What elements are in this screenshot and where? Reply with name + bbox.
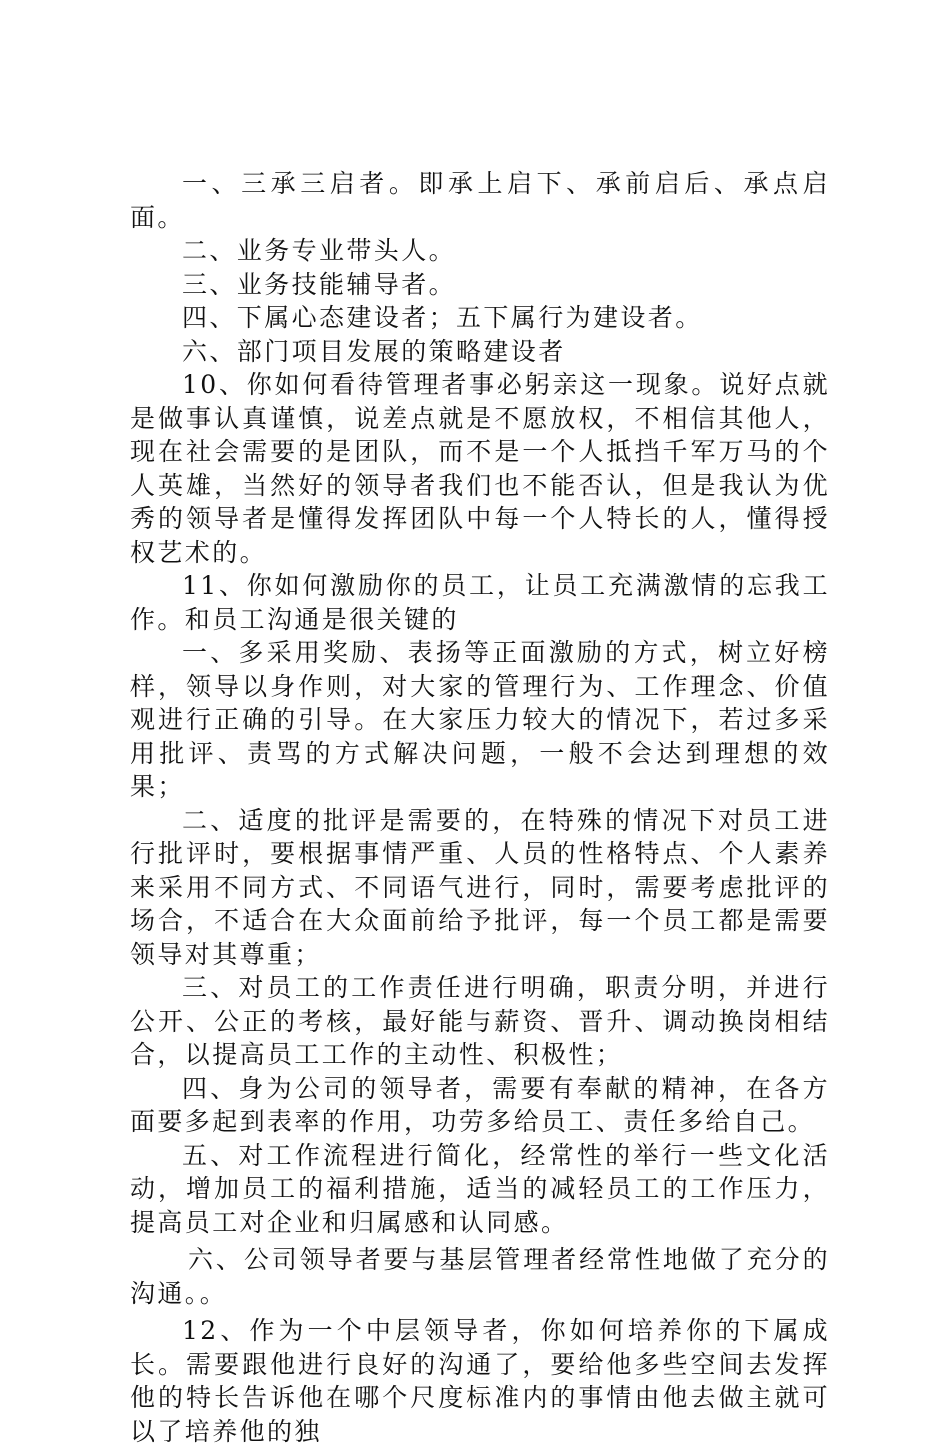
paragraph-role-6: 六、部门项目发展的策略建设者 bbox=[182, 336, 566, 366]
paragraph-question-10: 10、你如何看待管理者事必躬亲这一现象。说好点就是做事认真谨慎，说差点就是不愿放权，不相信其他人，现在社会需要的是团队，而不是一个人抵挡千军万马的个人英雄，当然好的领导者我们也不能否认，但是我认为优秀的领导者是懂得发挥团队中每一个人特长的人，懂得授权艺术的。 bbox=[130, 370, 830, 567]
paragraph-question-11: 11、你如何激励你的员工，让员工充满激情的忘我工作。和员工沟通是很关键的 bbox=[130, 571, 830, 634]
document-body bbox=[130, 167, 830, 1448]
paragraph-question-12: 12、作为一个中层领导者，你如何培养你的下属成长。需要跟他进行良好的沟通了，要给他多些空间去发挥他的特长告诉他在哪个尺度标准内的事情由他去做主就可以了培养他的独 bbox=[130, 1316, 830, 1446]
paragraph-motivation-2: 二、适度的批评是需要的，在特殊的情况下对员工进行批评时，要根据事情严重、人员的性格特点、个人素养来采用不同方式、不同语气进行，同时，需要考虑批评的场合，不适合在大众面前给予批评，每一个员工都是需要领导对其尊重； bbox=[130, 805, 830, 969]
paragraph-motivation-5: 五、对工作流程进行简化，经常性的举行一些文化活动，增加员工的福利措施，适当的减轻员工的工作压力，提高员工对企业和归属感和认同感。 bbox=[130, 1140, 830, 1237]
paragraph-motivation-6: 六、公司领导者要与基层管理者经常性地做了充分的沟通。。 bbox=[130, 1245, 830, 1308]
paragraph-motivation-1: 一、多采用奖励、表扬等正面激励的方式，树立好榜样，领导以身作则，对大家的管理行为、工作理念、价值观进行正确的引导。在大家压力较大的情况下，若过多采用批评、责骂的方式解决问题，一般不会达到理想的效果； bbox=[130, 638, 830, 801]
paragraph-role-1: 一、三承三启者。即承上启下、承前启后、承点启面。 bbox=[130, 169, 830, 232]
paragraph-role-2: 二、业务专业带头人。 bbox=[182, 236, 457, 265]
paragraph-role-3: 三、业务技能辅导者。 bbox=[182, 269, 457, 299]
paragraph-motivation-3: 三、对员工的工作责任进行明确，职责分明，并进行公开、公正的考核，最好能与薪资、晋升、调动换岗相结合，以提高员工工作的主动性、积极性； bbox=[130, 973, 830, 1069]
paragraph-role-4-5: 四、下属心态建设者；五下属行为建设者。 bbox=[182, 303, 703, 332]
paragraph-motivation-4: 四、身为公司的领导者，需要有奉献的精神，在各方面要多起到表率的作用，功劳多给员工、责任多给自己。 bbox=[130, 1073, 830, 1136]
